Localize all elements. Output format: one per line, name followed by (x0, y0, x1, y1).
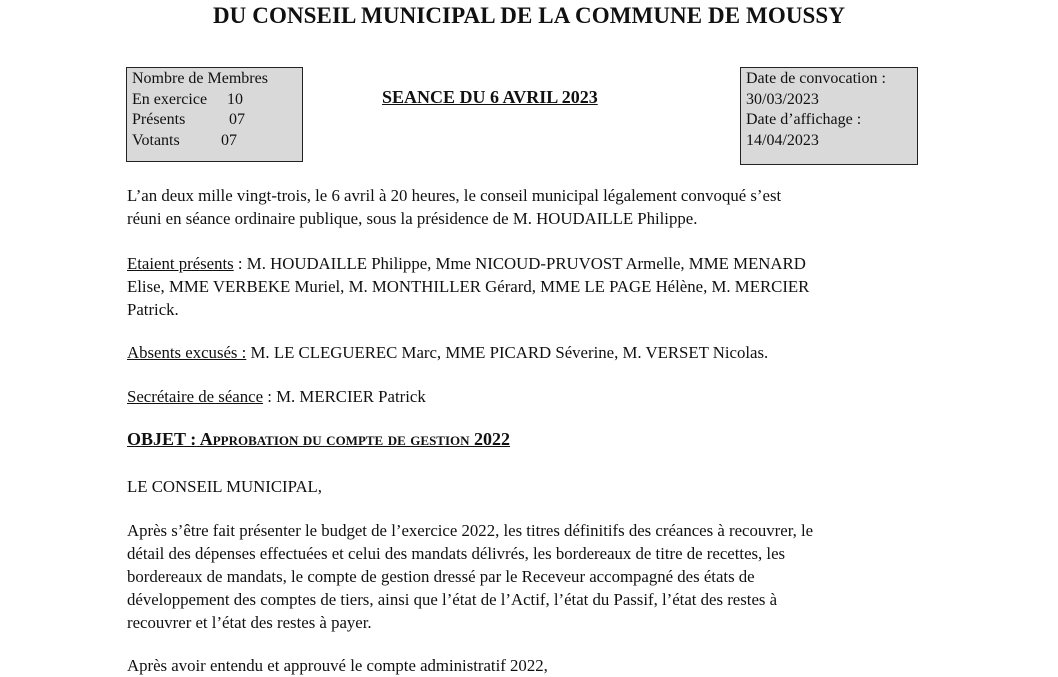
members-voters-row (132, 131, 297, 152)
in-office-label: En exercice (132, 90, 208, 108)
present-line-3: Patrick. (127, 300, 179, 319)
council-line: LE CONSEIL MUNICIPAL, (127, 477, 323, 496)
members-count-box (126, 67, 303, 162)
session-heading: SEANCE DU 6 AVRIL 2023 (382, 87, 598, 107)
document-title: DU CONSEIL MUNICIPAL DE LA COMMUNE DE MOUSSY (212, 3, 846, 28)
convocation-label: Date de convocation : (746, 70, 886, 87)
body-line-3: bordereaux de mandats, le compte de gestion dressé par le Receveur accompagné des états de (127, 567, 755, 586)
absent-names: M. LE CLEGUEREC Marc, MME PICARD Séverine, M. VERSET Nicolas. (246, 343, 769, 362)
body-line-4: développement des comptes de tiers, ainsi que l’état de l’Actif, l’état du Passif, l’état des restes à (127, 590, 778, 609)
in-office-value: 10 (227, 90, 243, 108)
convocation-date: 30/03/2023 (746, 90, 819, 108)
body-line-2: détail des dépenses effectuées et celui des mandats délivrés, les bordereaux de titre de recettes, les (127, 544, 786, 563)
present-names-1: : M. HOUDAILLE Philippe, Mme NICOUD-PRUVOST Armelle, MME MENARD (233, 254, 806, 273)
present-line-2: Elise, MME VERBEKE Muriel, M. MONTHILLER Gérard, MME LE PAGE Hélène, M. MERCIER (127, 277, 810, 296)
body-line-1: Après s’être fait présenter le budget de l’exercice 2022, les titres définitifs des créances à recouvrer, le (127, 521, 814, 540)
absent-label: Absents excusés : (127, 343, 247, 362)
intro-line-2: réuni en séance ordinaire publique, sous la présidence de M. HOUDAILLE Philippe. (127, 209, 698, 228)
members-present-row (132, 110, 297, 131)
voters-label: Votants (132, 131, 180, 149)
secretary-label: Secrétaire de séance (127, 387, 264, 406)
voters-value: 07 (221, 131, 237, 149)
dates-box (740, 67, 918, 165)
intro-line-1: L’an deux mille vingt-trois, le 6 avril à 20 heures, le conseil municipal légalement convoqué s’est (127, 186, 782, 205)
members-in-office-row (132, 90, 297, 111)
body-line-5: recouvrer et l’état des restes à payer. (127, 613, 372, 632)
present-count-label: Présents (132, 111, 186, 128)
present-count-value: 07 (229, 111, 245, 128)
present-line-1 (127, 252, 933, 275)
intro-paragraph (127, 184, 933, 230)
body-paragraph (127, 519, 933, 634)
objet-heading (127, 429, 510, 450)
approved-line: Après avoir entendu et approuvé le compte administratif 2022, (127, 656, 548, 675)
objet-label: OBJET : (127, 429, 197, 449)
secretary-name: : M. MERCIER Patrick (263, 387, 426, 406)
present-paragraph (127, 252, 933, 321)
objet-text: Approbation du compte de gestion 2022 (196, 429, 511, 449)
members-heading: Nombre de Membres (132, 70, 268, 87)
secretary-paragraph (127, 385, 933, 408)
present-label: Etaient présents (127, 254, 234, 273)
posting-label: Date d’affichage : (746, 111, 862, 128)
absent-paragraph (127, 341, 933, 364)
posting-date: 14/04/2023 (746, 131, 819, 149)
